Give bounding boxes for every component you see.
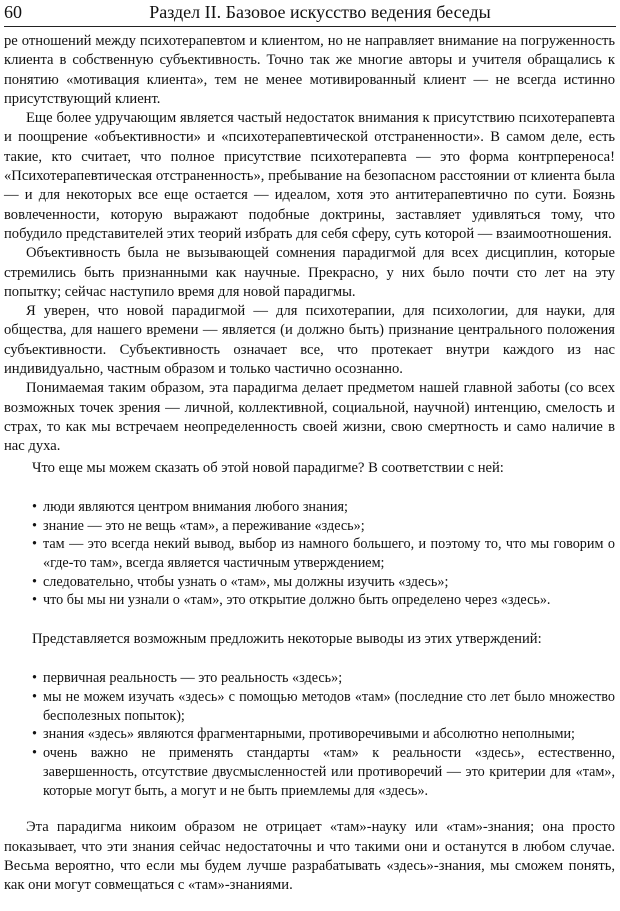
question-line: Что еще мы можем сказать об этой новой парадигме? В соответствии с ней: xyxy=(32,459,504,476)
list-item: • люди являются центром внимания любого знания; xyxy=(32,498,615,517)
page-header xyxy=(4,0,616,27)
final-paragraph: Эта парадигма никоим образом не отрицает «там»-науку или «там»-знания; она просто показывает, что эти знания сейчас недостаточны и что такими они и останутся в любом случае. Весьма вероятно, что если мы будем лучше разрабатывать «здесь»-знания, мы сможем понять, как они могут совмещаться с «там»-знаниями. xyxy=(4,819,615,894)
list-item: • там — это всегда некий вывод, выбор из намного большего, и поэтому то, что мы говорим о «где-то там», всегда является частичным утверждением; xyxy=(32,535,615,572)
conclusions-intro: Представляется возможным предложить некоторые выводы из этих утверждений: xyxy=(32,631,542,648)
list-item: • следовательно, чтобы узнать о «там», мы должны изучить «здесь»; xyxy=(32,573,615,592)
page-number: 60 xyxy=(4,2,22,22)
paragraph: ре отношений между психотерапевтом и клиентом, но не направляет внимание на погруженность клиента в собственную субъективность. Точно так же многие авторы и учителя обращались к понятию «мотивация клиента», тем не менее мотивированный клиент — не всегда истинно присутствующий клиент. xyxy=(4,33,615,107)
list-item: • что бы мы ни узнали о «там», это открытие должно быть определено через «здесь». xyxy=(32,591,615,610)
list-item: • первичная реальность — это реальность «здесь»; xyxy=(32,669,615,688)
bullet-list-conclusions xyxy=(4,669,615,800)
paragraph: Еще более удручающим является частый недостаток внимания к присутствию психотерапевта и поощрение «объективности» и «психотерапевтической отстраненности». В самом деле, есть такие, кто считает, что полное присутствие психотерапевта — это форма контрпереноса! «Психотерапевтическая отстраненность», пребывание на безопасном расстоянии от клиента была — и для некоторых все еще остается — идеалом, хотя это антитерапевтично по сути. Боязнь вовлеченности, которую выражают подобные доктрины, заставляет удивляться тому, что побудило представителей этих теорий избрать для себя сферу, суть которой — взаимоотношения. xyxy=(4,110,615,242)
list-item: • знание — это не вещь «там», а переживание «здесь»; xyxy=(32,517,615,536)
list-item: • очень важно не применять стандарты «там» к реальности «здесь», естественно, завершенность, отсутствие двусмысленностей или противоречий — это критерии для «там», которые могут быть, а могут и не быть приемлемы для «здесь». xyxy=(32,744,615,800)
list-item: • мы не можем изучать «здесь» с помощью методов «там» (последние сто лет было множество бесполезных попыток); xyxy=(32,688,615,725)
running-title: Раздел II. Базовое искусство ведения беседы xyxy=(149,2,491,22)
paragraph: Объективность была не вызывающей сомнения парадигмой для всех дисциплин, которые стремились быть признанными как научные. Прекрасно, у них было почти сто лет на эту попытку; сейчас наступило время для новой парадигмы. xyxy=(4,245,615,300)
bullet-list-statements xyxy=(4,498,615,610)
list-item: • знания «здесь» являются фрагментарными, противоречивыми и абсолютно неполными; xyxy=(32,725,615,744)
paragraph: Я уверен, что новой парадигмой — для психотерапии, для психологии, для науки, для общества, для нашего времени — является (и должно быть) признание центрального положения субъективности. Субъективность означает все, что протекает внутри каждого из нас индивидуально, частным образом и только частично осознанно. xyxy=(4,303,615,378)
page-body xyxy=(4,32,615,895)
paragraph: Понимаемая таким образом, эта парадигма делает предметом нашей главной заботы (со всех возможных точек зрения — личной, коллективной, социальной, научной) интенцию, смелость и страх, то как мы встречаем неопределенность своей жизни, свою смертность и само наличие в нас духа. xyxy=(4,380,615,455)
